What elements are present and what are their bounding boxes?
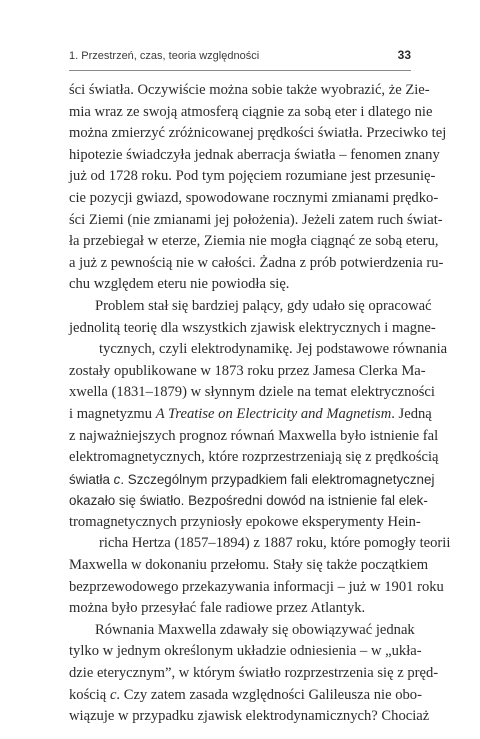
text-line: zostały opublikowane w 1873 roku przez Jamesa Clerka Ma- (69, 362, 426, 379)
page-number: 33 (397, 48, 411, 62)
text-line: ła przebiegał w eterze, Ziemia nie mogła ciągnąć ze sobą eteru, (69, 233, 439, 250)
text-span: i magnetyzmu (69, 405, 156, 422)
text-line: już od 1728 roku. Pod tym pojęciem rozumiane jest przesunię- (69, 168, 436, 185)
text-line: elektromagnetycznych, które rozprzestrzeniają się z prędkością (69, 449, 439, 466)
chapter-title: 1. Przestrzeń, czas, teoria względności (69, 50, 260, 62)
text-span: . Jedną (391, 405, 432, 422)
text-line (69, 469, 435, 491)
text-line: okazało się światło. Bezpośredni dowód na istnienie fal elek- (69, 493, 428, 509)
text-span: kością (69, 686, 110, 703)
text-line: hipotezie świadczyła jednak aberracja światła – fenomen znany (69, 146, 440, 163)
text-line: tycznych, czyli elektrodynamikę. Jej podstawowe równania (99, 341, 448, 358)
text-line: tylko w jednym określonym układzie odniesienia – w „ukła- (69, 643, 422, 660)
text-line: richa Hertza (1857–1894) z 1887 roku, które pomogły teorii (99, 535, 451, 552)
text-line: ści Ziemi (nie zmianami jej położenia). Jeżeli zatem ruch świat- (69, 211, 443, 228)
speed-of-light-symbol: c (109, 686, 117, 703)
text-line: Równania Maxwella zdawały się obowiązywać jednak (95, 621, 415, 638)
text-line: mia wraz ze swoją atmosferą ciągnie za sobą eter i dlatego nie (69, 103, 433, 120)
text-line: Maxwella w dokonaniu przełomu. Stały się także początkiem (69, 557, 429, 574)
header-rule (69, 70, 411, 71)
text-line: tromagnetycznych przyniosły epokowe eksperymenty Hein- (69, 513, 421, 530)
text-line: wiązuje w przypadku zjawisk elektrodynamicznych? Chociaż (69, 708, 430, 725)
text-line: jednolitą teorię dla wszystkich zjawisk elektrycznych i magne- (69, 319, 436, 336)
text-span: światła (69, 471, 114, 487)
text-line: xwella (1831–1879) w słynnym dziele na temat elektryczności (69, 384, 435, 401)
text-line: chu względem eteru nie powiodła się. (69, 276, 290, 293)
text-line: ści światła. Oczywiście można sobie także wyobrazić, że Zie- (69, 82, 430, 98)
speed-of-light-symbol: c (113, 471, 121, 487)
book-title: A Treatise on Electricity and Magnetism (155, 405, 392, 422)
text-line (69, 685, 422, 707)
text-line: można było przesyłać fale radiowe przez Atlantyk. (69, 600, 366, 617)
text-span: . Czy zatem zasada względności Galileusza nie obo- (116, 686, 422, 703)
text-span: . Szczególnym przypadkiem fali elektromagnetycznej (120, 471, 435, 487)
text-line: dzie eterycznym”, w którym światło rozprzestrzenia się z pręd- (69, 665, 439, 682)
text-line: cie pozycji gwiazd, spowodowane rocznymi zmianami prędko- (69, 189, 439, 206)
text-line: można zmierzyć zróżnicowanej prędkości światła. Przeciwko tej (69, 125, 447, 142)
body-text (69, 80, 451, 728)
text-line: a już z pewnością nie w całości. Żadna z prób potwierdzenia ru- (69, 254, 444, 271)
text-line: Problem stał się bardziej palący, gdy udało się opracować (95, 297, 432, 314)
text-line: bezprzewodowego przekazywania informacji – już w 1901 roku (69, 578, 444, 595)
text-line (69, 404, 432, 426)
text-line: z najważniejszych prognoz równań Maxwella było istnienie fal (69, 427, 439, 444)
running-head (69, 48, 411, 68)
